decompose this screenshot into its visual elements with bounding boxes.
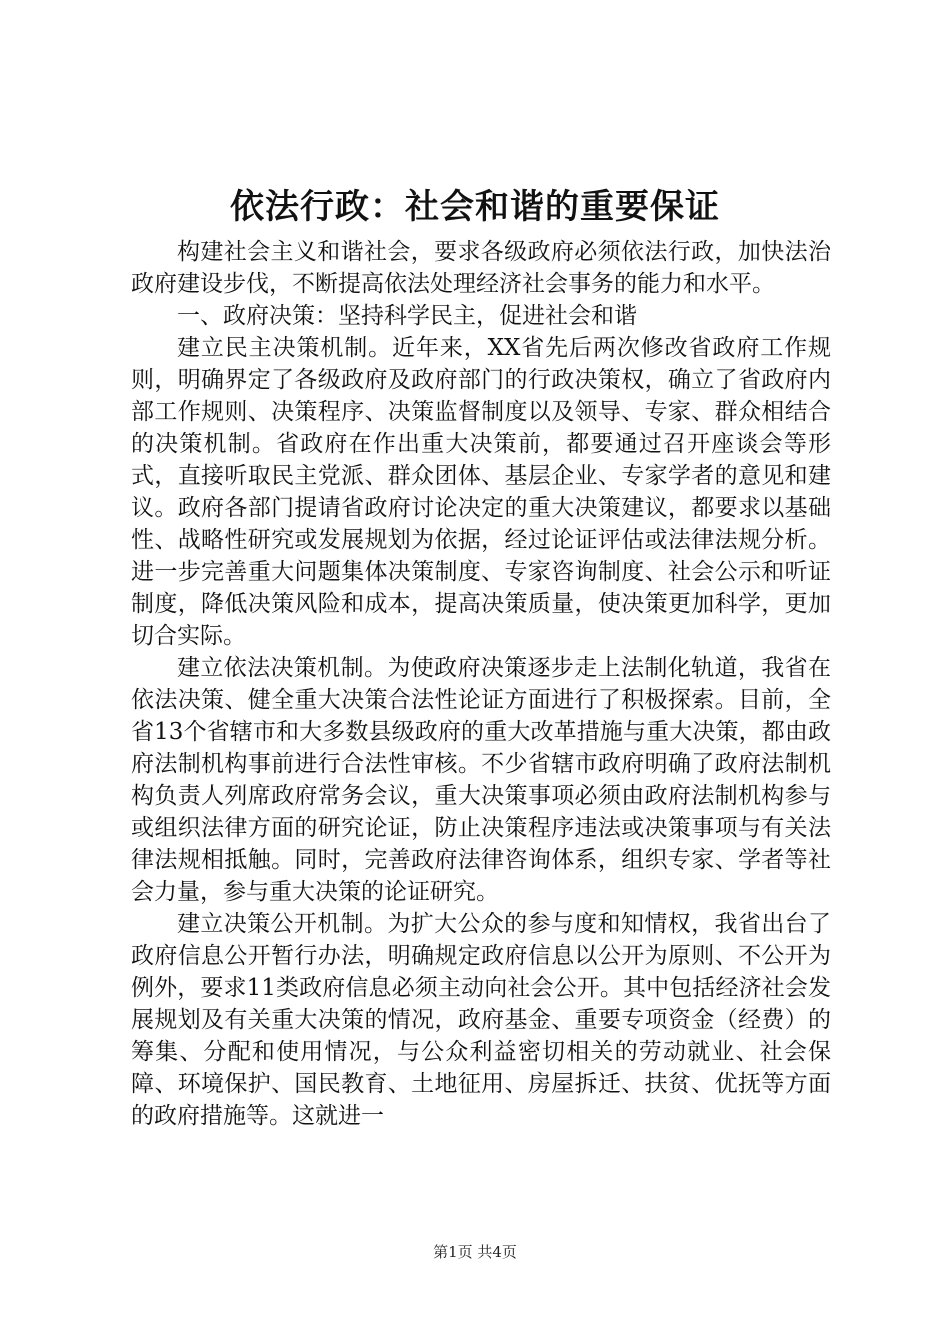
intro-paragraph: 构建社会主义和谐社会，要求各级政府必须依法行政，加快法治政府建设步伐，不断提高依法处理经济社会事务的能力和水平。 <box>131 239 831 297</box>
page-number-footer: 第1页 共4页 <box>433 1243 517 1261</box>
body-paragraph: 建立依法决策机制。为使政府决策逐步走上法制化轨道，我省在依法决策、健全重大决策合法性论证方面进行了积极探索。目前，全省13个省辖市和大多数县级政府的重大改革措施与重大决策，都由政府法制机构事前进行合法性审核。不少省辖市政府明确了政府法制机构负责人列席政府常务会议，重大决策事项必须由政府法制机构参与或组织法律方面的研究论证，防止决策程序违法或决策事项与有关法律法规相抵触。同时，完善政府法律咨询体系，组织专家、学者等社会力量，参与重大决策的论证研究。 <box>131 655 831 905</box>
body-paragraph: 建立民主决策机制。近年来，XX省先后两次修改省政府工作规则，明确界定了各级政府及政府部门的行政决策权，确立了省政府内部工作规则、决策程序、决策监督制度以及领导、专家、群众相结合的决策机制。省政府在作出重大决策前，都要通过召开座谈会等形式，直接听取民主党派、群众团体、基层企业、专家学者的意见和建议。政府各部门提请省政府讨论决定的重大决策建议，都要求以基础性、战略性研究或发展规划为依据，经过论证评估或法律法规分析。进一步完善重大问题集体决策制度、专家咨询制度、社会公示和听证制度，降低决策风险和成本，提高决策质量，使决策更加科学，更加切合实际。 <box>131 335 831 649</box>
body-paragraph: 建立决策公开机制。为扩大公众的参与度和知情权，我省出台了政府信息公开暂行办法，明确规定政府信息以公开为原则、不公开为例外，要求11类政府信息必须主动向社会公开。其中包括经济社会发展规划及有关重大决策的情况，政府基金、重要专项资金（经费）的筹集、分配和使用情况，与公众利益密切相关的劳动就业、社会保障、环境保护、国民教育、土地征用、房屋拆迁、扶贫、优抚等方面的政府措施等。这就进一 <box>131 911 831 1129</box>
section-heading: 一、政府决策：坚持科学民主，促进社会和谐 <box>177 303 637 329</box>
page-title: 依法行政：社会和谐的重要保证 <box>230 187 720 227</box>
document-body <box>131 236 831 1132</box>
